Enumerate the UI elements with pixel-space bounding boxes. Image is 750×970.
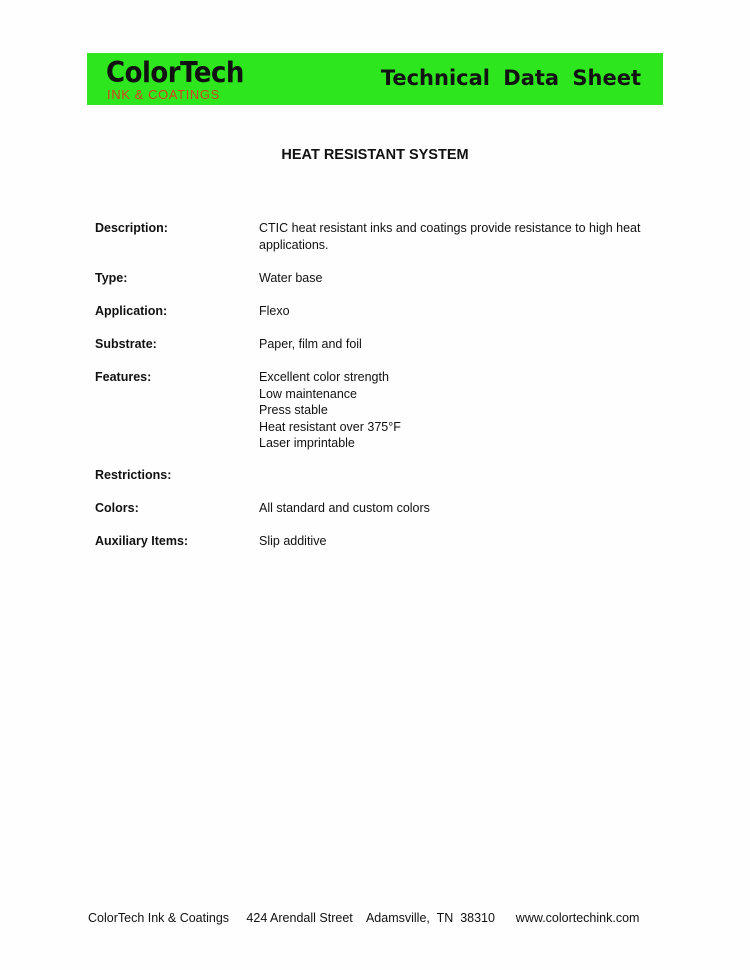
- spec-value-line: Flexo: [259, 304, 290, 318]
- spec-value-line: Low maintenance: [259, 386, 357, 401]
- spec-label: Auxiliary Items:: [95, 534, 189, 548]
- spec-label: Substrate:: [95, 337, 157, 351]
- spec-label: Application:: [95, 304, 168, 318]
- spec-value: [259, 270, 649, 287]
- company-logo: [106, 56, 244, 102]
- spec-label: Features:: [95, 370, 152, 384]
- spec-label: Type:: [95, 271, 128, 285]
- footer-city: Adamsville, TN 38310: [365, 911, 495, 925]
- logo-tagline: INK & COATINGS: [107, 87, 220, 102]
- page-footer: [88, 910, 639, 926]
- spec-value-line: Heat resistant over 375°F: [259, 419, 401, 434]
- spec-value-line: Press stable: [259, 403, 328, 417]
- footer-website: www.colortechink.com: [515, 911, 640, 925]
- spec-value-line: Paper, film and foil: [259, 337, 362, 351]
- spec-value: [259, 336, 649, 353]
- spec-value: [259, 500, 649, 517]
- sheet-title: Technical Data Sheet: [380, 66, 641, 90]
- spec-value-line: Excellent color strength: [259, 370, 389, 384]
- spec-value-line: Slip additive: [259, 534, 327, 548]
- spec-value-line: All standard and custom colors: [259, 501, 430, 515]
- spec-value-line: Water base: [259, 271, 323, 285]
- spec-value: [259, 303, 649, 320]
- spec-value: [259, 369, 649, 452]
- spec-label: Colors:: [95, 501, 139, 515]
- spec-value: [259, 220, 649, 253]
- spec-label: Restrictions:: [95, 468, 172, 482]
- header-banner: [87, 53, 663, 105]
- document-title: HEAT RESISTANT SYSTEM: [281, 147, 469, 163]
- spec-value-line: applications.: [259, 237, 329, 252]
- spec-value-line: CTIC heat resistant inks and coatings provide resistance to high heat: [259, 221, 641, 235]
- logo-name: ColorTech: [106, 56, 244, 90]
- spec-value: [259, 533, 649, 550]
- spec-label: Description:: [95, 221, 168, 235]
- footer-street: 424 Arendall Street: [246, 911, 353, 925]
- footer-company: ColorTech Ink & Coatings: [88, 911, 230, 925]
- spec-value-line: Laser imprintable: [259, 436, 355, 450]
